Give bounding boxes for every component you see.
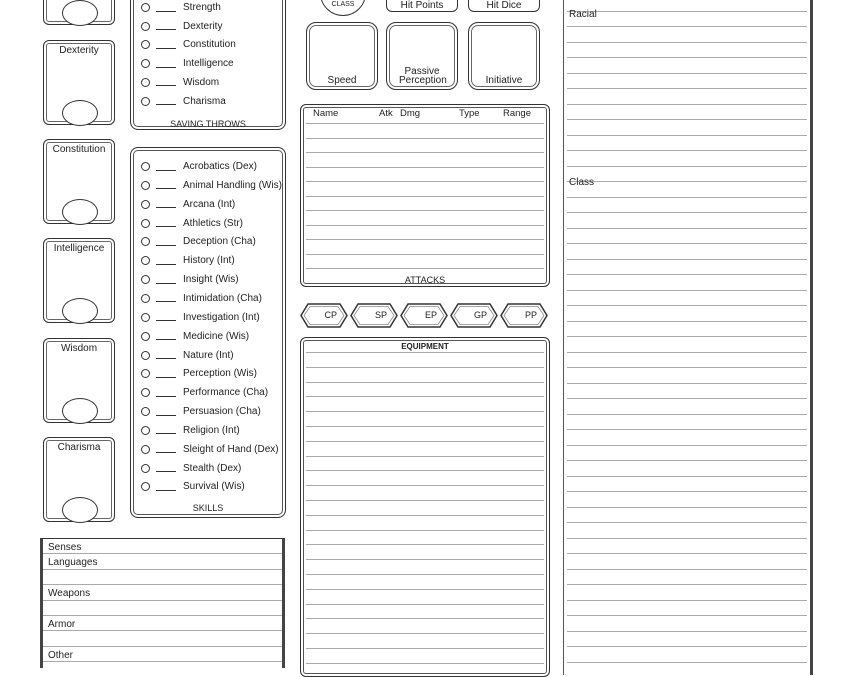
ruled-line: [567, 73, 807, 74]
saving_throws-label: Intelligence: [183, 58, 234, 70]
ability-modifier-oval[interactable]: [62, 199, 98, 225]
skills-row[interactable]: [141, 481, 245, 492]
proficiency-circle[interactable]: [141, 59, 150, 68]
saving-throws-title: SAVING THROWS: [170, 119, 246, 129]
ability-modifier-oval[interactable]: [62, 298, 98, 324]
skills-row[interactable]: [141, 350, 234, 361]
skills-label: Insight (Wis): [183, 274, 239, 286]
attack-header-range: Range: [503, 108, 531, 119]
proficiency-circle[interactable]: [141, 200, 150, 209]
ruled-line: [567, 352, 807, 353]
saving-throws-panel: [130, 0, 286, 130]
ability-name: Constitution: [52, 144, 106, 155]
proficiency-row[interactable]: Weapons: [43, 585, 282, 600]
bonus-blank[interactable]: [156, 78, 176, 86]
proficiency-circle[interactable]: [141, 219, 150, 228]
saving_throws-label: Wisdom: [183, 76, 220, 88]
ruled-line: [306, 530, 544, 531]
bonus-blank[interactable]: [156, 313, 176, 321]
class-label: CLASS: [331, 1, 355, 8]
ruled-line: [306, 485, 544, 486]
skills-row[interactable]: [141, 255, 235, 266]
skills-row[interactable]: [141, 218, 243, 229]
ruled-line: [567, 11, 807, 12]
ruled-line: [306, 618, 544, 619]
hit-points-box[interactable]: [386, 0, 458, 12]
proficiency-circle[interactable]: [141, 464, 150, 473]
skills-label: Nature (Int): [183, 349, 234, 361]
skills-label: Investigation (Int): [183, 311, 260, 323]
hit-dice-label: Hit Dice: [486, 0, 522, 11]
bonus-blank[interactable]: [156, 97, 176, 105]
ruled-line: [567, 600, 807, 601]
ruled-line: [567, 336, 807, 337]
ability-modifier-oval[interactable]: [62, 497, 98, 523]
ability-modifier-oval[interactable]: [62, 0, 98, 26]
proficiency-circle[interactable]: [141, 40, 150, 49]
proficiency-circle[interactable]: [141, 237, 150, 246]
bonus-blank[interactable]: [156, 181, 176, 189]
ruled-line: [306, 456, 544, 457]
ruled-line: [306, 239, 544, 240]
bonus-blank[interactable]: [156, 370, 176, 378]
ruled-line: [306, 559, 544, 560]
skills-label: Stealth (Dex): [183, 462, 242, 474]
bonus-blank[interactable]: [156, 163, 176, 171]
bonus-blank[interactable]: [156, 276, 176, 284]
skills-row[interactable]: [141, 406, 261, 417]
bonus-blank[interactable]: [156, 60, 176, 68]
ruled-line: [567, 150, 807, 151]
bonus-blank[interactable]: [156, 200, 176, 208]
bonus-blank[interactable]: [156, 257, 176, 265]
skills-label: Performance (Cha): [183, 387, 269, 399]
ruled-line: [567, 507, 807, 508]
skills-label: Athletics (Str): [183, 217, 244, 229]
ruled-line: [306, 152, 544, 153]
skills-row[interactable]: [141, 425, 240, 436]
equipment-panel: [300, 337, 550, 677]
initiative-label: Initiative: [485, 75, 523, 86]
bonus-blank[interactable]: [156, 22, 176, 30]
proficiency-circle[interactable]: [141, 369, 150, 378]
features-panel: [563, 0, 813, 675]
ruled-line: [567, 274, 807, 275]
skills-label: Religion (Int): [183, 424, 240, 436]
ruled-line: [567, 491, 807, 492]
ruled-line: [306, 515, 544, 516]
ruled-line: [306, 500, 544, 501]
skills-label: Arcana (Int): [183, 198, 236, 210]
saving_throws-row[interactable]: [141, 2, 221, 13]
ruled-line: [306, 396, 544, 397]
skills-title: SKILLS: [192, 503, 224, 513]
skills-label: Intimidation (Cha): [183, 292, 262, 304]
bonus-blank[interactable]: [156, 219, 176, 227]
passive-perception-label: Passive Perception: [399, 66, 447, 86]
proficiency-row[interactable]: [43, 631, 282, 646]
ability-name: Dexterity: [59, 45, 99, 56]
ruled-line: [567, 538, 807, 539]
proficiency-circle[interactable]: [141, 275, 150, 284]
ruled-line: [567, 166, 807, 167]
ruled-line: [567, 414, 807, 415]
ability-box-intelligence[interactable]: [43, 238, 115, 323]
ruled-line: [567, 631, 807, 632]
bonus-blank[interactable]: [156, 41, 176, 49]
proficiency-row[interactable]: [43, 570, 282, 585]
hit-dice-box[interactable]: [468, 0, 540, 12]
ability-modifier-oval[interactable]: [62, 100, 98, 126]
ruled-line: [306, 167, 544, 168]
ruled-line: [567, 321, 807, 322]
hit-points-label: Hit Points: [400, 0, 444, 11]
skills-label: Animal Handling (Wis): [183, 179, 282, 191]
saving_throws-row[interactable]: [141, 58, 234, 69]
ability-modifier-oval[interactable]: [62, 398, 98, 424]
ability-box-constitution[interactable]: [43, 139, 115, 224]
coin-box-gp[interactable]: [450, 303, 498, 328]
ruled-line: [567, 553, 807, 554]
ability-box-dexterity[interactable]: [43, 40, 115, 125]
ruled-line: [306, 441, 544, 442]
skills-row[interactable]: [141, 274, 239, 285]
skills-label: Persuasion (Cha): [183, 406, 261, 418]
attacks-panel: [300, 104, 550, 287]
bonus-blank[interactable]: [156, 238, 176, 246]
ruled-line: [567, 42, 807, 43]
proficiency-row[interactable]: Senses: [43, 539, 282, 554]
ruled-line: [567, 212, 807, 213]
bonus-blank[interactable]: [156, 332, 176, 340]
skills-row[interactable]: [141, 312, 260, 323]
bonus-blank[interactable]: [156, 294, 176, 302]
ruled-line: [306, 470, 544, 471]
skills-row[interactable]: [141, 331, 249, 342]
saving_throws-label: Constitution: [183, 39, 236, 51]
initiative-box[interactable]: [468, 22, 540, 90]
coin-label: GP: [473, 310, 487, 320]
proficiency-circle[interactable]: [141, 332, 150, 341]
proficiency-circle[interactable]: [141, 3, 150, 12]
speed-label: Speed: [327, 75, 357, 86]
saving_throws-label: Strength: [183, 2, 221, 13]
skills-panel: [130, 147, 286, 518]
skills-label: Medicine (Wis): [183, 330, 250, 342]
skills-row[interactable]: [141, 368, 257, 379]
proficiency-circle[interactable]: [141, 294, 150, 303]
skills-row[interactable]: [141, 387, 268, 398]
ruled-line: [306, 604, 544, 605]
ruled-line: [306, 225, 544, 226]
skills-row[interactable]: [141, 180, 282, 191]
ability-box-strength[interactable]: [43, 0, 115, 25]
attacks-title: ATTACKS: [404, 275, 446, 285]
ability-name: Charisma: [57, 442, 101, 453]
skills-label: Acrobatics (Dex): [183, 161, 257, 172]
proficiency-circle[interactable]: [141, 313, 150, 322]
ruled-line: [306, 544, 544, 545]
ruled-line: [567, 243, 807, 244]
ruled-line: [306, 663, 544, 664]
coin-label: SP: [374, 310, 387, 320]
skills-label: Deception (Cha): [183, 236, 256, 248]
coin-label: CP: [324, 310, 337, 320]
saving_throws-label: Dexterity: [183, 20, 223, 32]
proficiency-circle[interactable]: [141, 388, 150, 397]
saving_throws-row[interactable]: [141, 39, 236, 50]
skills-label: Sleight of Hand (Dex): [183, 443, 279, 455]
proficiency-row[interactable]: Armor: [43, 616, 282, 631]
proficiency-row[interactable]: Languages: [43, 554, 282, 569]
features-class-label: Class: [569, 177, 595, 188]
ruled-line: [567, 290, 807, 291]
ruled-line: [567, 104, 807, 105]
proficiency-circle[interactable]: [141, 426, 150, 435]
attack-header-dmg: Dmg: [400, 108, 421, 119]
ruled-line: [306, 138, 544, 139]
features-racial-label: Racial: [569, 9, 597, 20]
ruled-line: [567, 383, 807, 384]
ruled-line: [567, 119, 807, 120]
ruled-line: [567, 429, 807, 430]
skills-row[interactable]: [141, 293, 262, 304]
bonus-blank[interactable]: [156, 426, 176, 434]
proficiency-row[interactable]: Other: [43, 647, 282, 662]
ruled-line: [306, 367, 544, 368]
proficiencies-panel: [40, 538, 285, 668]
ruled-line: [306, 123, 544, 124]
ruled-line: [567, 662, 807, 663]
ruled-line: [567, 228, 807, 229]
ruled-line: [567, 646, 807, 647]
ruled-line: [306, 268, 544, 269]
skills-label: Survival (Wis): [183, 481, 245, 493]
coin-label: PP: [524, 310, 537, 320]
coin-box-cp[interactable]: [300, 303, 348, 328]
saving_throws-label: Charisma: [183, 95, 226, 107]
ruled-line: [567, 615, 807, 616]
skills-row[interactable]: [141, 444, 279, 455]
ruled-line: [306, 633, 544, 634]
skills-row[interactable]: [141, 199, 235, 210]
proficiency-row[interactable]: [43, 601, 282, 616]
saving_throws-row[interactable]: [141, 96, 226, 107]
ruled-line: [567, 305, 807, 306]
ruled-line: [306, 210, 544, 211]
ruled-line: [567, 367, 807, 368]
ruled-line: [567, 476, 807, 477]
coin-box-ep[interactable]: [400, 303, 448, 328]
coin-box-pp[interactable]: [500, 303, 548, 328]
saving_throws-row[interactable]: [141, 77, 219, 88]
ruled-line: [306, 589, 544, 590]
ruled-line: [567, 57, 807, 58]
ruled-line: [306, 648, 544, 649]
bonus-blank[interactable]: [156, 464, 176, 472]
attack-header-name: Name: [313, 108, 339, 119]
bonus-blank[interactable]: [156, 445, 176, 453]
ruled-line: [567, 197, 807, 198]
ability-name: Wisdom: [60, 343, 98, 354]
ability-box-charisma[interactable]: [43, 437, 115, 522]
proficiency-circle[interactable]: [141, 482, 150, 491]
ruled-line: [567, 26, 807, 27]
skills-row[interactable]: [141, 236, 256, 247]
skills-label: History (Int): [183, 255, 235, 267]
ruled-line: [306, 196, 544, 197]
ruled-line: [306, 426, 544, 427]
attack-header-type: Type: [459, 108, 480, 119]
ruled-line: [567, 135, 807, 136]
ruled-line: [306, 352, 544, 353]
ruled-line: [567, 259, 807, 260]
proficiency-circle[interactable]: [141, 78, 150, 87]
proficiency-circle[interactable]: [141, 22, 150, 31]
proficiency-circle[interactable]: [141, 181, 150, 190]
bonus-blank[interactable]: [156, 351, 176, 359]
proficiency-circle[interactable]: [141, 407, 150, 416]
bonus-blank[interactable]: [156, 4, 176, 12]
proficiency-circle[interactable]: [141, 97, 150, 106]
ruled-line: [567, 522, 807, 523]
bonus-blank[interactable]: [156, 389, 176, 397]
ruled-line: [306, 382, 544, 383]
equipment-title: EQUIPMENT: [401, 342, 449, 351]
saving_throws-row[interactable]: [141, 21, 222, 32]
proficiency-circle[interactable]: [141, 351, 150, 360]
attack-header-atk: Atk: [379, 108, 393, 119]
ruled-line: [306, 411, 544, 412]
speed-box[interactable]: [306, 22, 378, 90]
skills-row[interactable]: [141, 161, 257, 172]
passive-perception-box[interactable]: [386, 22, 458, 90]
proficiency-circle[interactable]: [141, 445, 150, 454]
coin-label: EP: [424, 310, 437, 320]
ruled-line: [306, 181, 544, 182]
proficiency-circle[interactable]: [141, 162, 150, 171]
coin-box-sp[interactable]: [350, 303, 398, 328]
ruled-line: [567, 181, 807, 182]
ruled-line: [567, 460, 807, 461]
ruled-line: [306, 574, 544, 575]
ruled-line: [567, 445, 807, 446]
class-shield[interactable]: [320, 0, 366, 16]
proficiency-circle[interactable]: [141, 256, 150, 265]
skills-label: Perception (Wis): [183, 368, 257, 380]
bonus-blank[interactable]: [156, 483, 176, 491]
bonus-blank[interactable]: [156, 408, 176, 416]
ruled-line: [567, 88, 807, 89]
ruled-line: [567, 398, 807, 399]
ruled-line: [567, 569, 807, 570]
ability-name: Intelligence: [53, 243, 105, 254]
ruled-line: [306, 254, 544, 255]
skills-row[interactable]: [141, 463, 241, 474]
ruled-line: [567, 584, 807, 585]
ability-box-wisdom[interactable]: [43, 338, 115, 423]
